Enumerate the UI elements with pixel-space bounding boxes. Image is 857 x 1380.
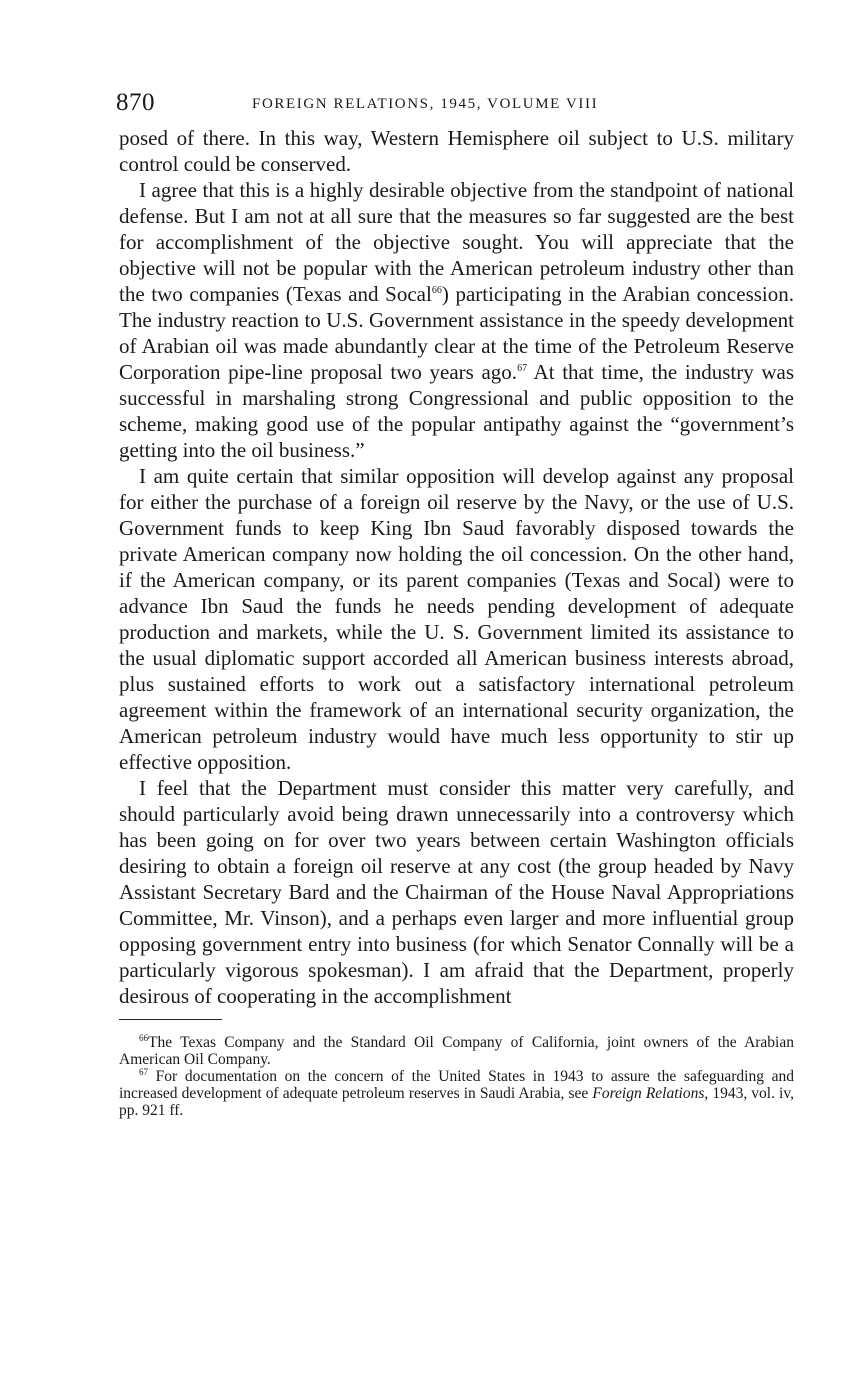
footnote-67-marker: 67 bbox=[139, 1067, 148, 1077]
paragraph-2-part-a: I agree that this is a highly desirable objective from the standpoint of national defense. But I am not at all sure that the measures so far suggested are the best for accomplishment of the objective sought. You will appreciate that the objective will not be popular with the American petroleum industry other than the two companies (Texas and Socal bbox=[119, 178, 794, 306]
page-header bbox=[116, 88, 794, 122]
paragraph-2 bbox=[119, 177, 794, 463]
paragraph-2-part-b: ) participating in the Arabian concession. The industry reaction to U.S. Government assistance in the speedy development of Arabian oil was made abundantly clear at the time of the Petroleum Reserve Corporation pipe-line proposal two years ago. bbox=[119, 282, 794, 384]
footnote-66-text: The Texas Company and the Standard Oil Company of California, joint owners of the Arabian American Oil Company. bbox=[119, 1034, 794, 1068]
footnote-ref-67[interactable]: 67 bbox=[517, 363, 528, 374]
footnote-divider bbox=[119, 1019, 222, 1020]
footnotes bbox=[119, 1034, 794, 1119]
footnote-66 bbox=[119, 1034, 794, 1068]
paragraph-1: posed of there. In this way, Western Hemisphere oil subject to U.S. military control could be conserved. bbox=[119, 126, 794, 176]
footnote-ref-66[interactable]: 66 bbox=[431, 285, 442, 296]
footnote-67 bbox=[119, 1068, 794, 1119]
paragraph-2-part-c: At that time, the industry was successful in marshaling strong Congressional and public opposition to the scheme, making good use of the popular antipathy against the “government’s getting into the oil business.” bbox=[119, 360, 794, 462]
footnote-67-citation: Foreign Relations bbox=[592, 1085, 705, 1102]
body-text bbox=[119, 125, 794, 1009]
running-head: FOREIGN RELATIONS, 1945, VOLUME VIII bbox=[252, 96, 599, 112]
page-number: 870 bbox=[116, 89, 155, 116]
paragraph-4: I feel that the Department must consider this matter very carefully, and should particularly avoid being drawn unnecessarily into a controversy which has been going on for over two years between certain Washington officials desiring to obtain a foreign oil reserve at any cost (the group headed by Navy Assistant Secretary Bard and the Chairman of the House Naval Appropriations Committee, Mr. Vinson), and a perhaps even larger and more influential group opposing government entry into business (for which Senator Connally will be a particularly vigorous spokesman). I am afraid that the Department, properly desirous of cooperating in the accomplishment bbox=[119, 776, 794, 1008]
footnote-66-marker: 66 bbox=[139, 1033, 148, 1043]
document-page bbox=[116, 88, 794, 1119]
footnote-67-text-a: For documentation on the concern of the United States in 1943 to assure the safeguarding and increased development of adequate petroleum reserves in Saudi Arabia, see bbox=[119, 1068, 794, 1102]
footnote-67-text-b: , 1943, vol. iv, pp. 921 ff. bbox=[119, 1085, 794, 1119]
paragraph-3: I am quite certain that similar opposition will develop against any proposal for either the purchase of a foreign oil reserve by the Navy, or the use of U.S. Government funds to keep King Ibn Saud favorably disposed towards the private American company now holding the oil concession. On the other hand, if the American company, or its parent companies (Texas and Socal) were to advance Ibn Saud the funds he needs pending development of adequate production and markets, while the U. S. Government limited its assistance to the usual diplomatic support accorded all American business interests abroad, plus sustained efforts to work out a satisfactory international petroleum agreement within the framework of an international security organization, the American petroleum industry would have much less opportunity to stir up effective opposition. bbox=[119, 464, 794, 774]
